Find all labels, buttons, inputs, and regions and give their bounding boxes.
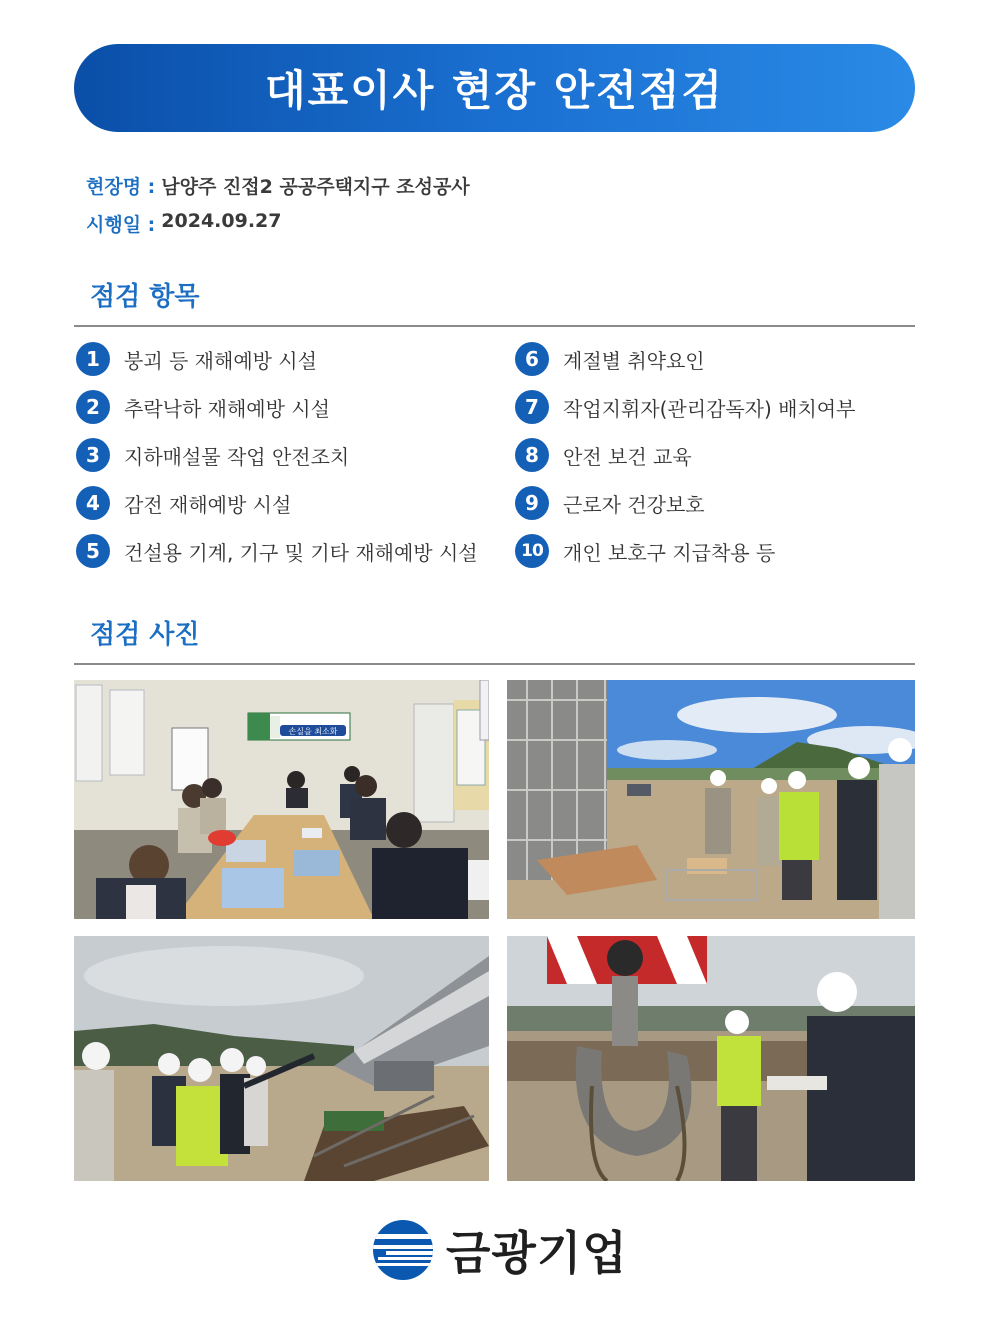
list-item bbox=[76, 343, 478, 375]
inspection-item-text: 개인 보호구 지급착용 등 bbox=[563, 540, 776, 565]
inspection-item-text: 추락낙하 재해예방 시설 bbox=[124, 396, 330, 421]
inspection-item-text: 지하매설물 작업 안전조치 bbox=[124, 444, 350, 469]
inspection-item-text: 건설용 기계, 기구 및 기타 재해예방 시설 bbox=[124, 540, 478, 565]
inspection-list-right bbox=[515, 343, 855, 567]
list-item bbox=[515, 343, 855, 375]
list-item bbox=[76, 391, 478, 423]
company-emblem-icon bbox=[372, 1219, 434, 1281]
list-item bbox=[515, 391, 855, 423]
photo-crane-hook bbox=[507, 936, 915, 1181]
number-badge: 8 bbox=[515, 438, 549, 472]
inspection-item-text: 감전 재해예방 시설 bbox=[124, 492, 292, 517]
photo-site-scaffolding bbox=[507, 680, 915, 919]
photo-meeting-room bbox=[74, 680, 489, 919]
divider bbox=[74, 325, 915, 327]
banner-sign-text: 손실을 최소화 bbox=[288, 727, 338, 736]
number-badge: 10 bbox=[515, 534, 549, 568]
photo-bridge-area bbox=[74, 936, 489, 1181]
list-item bbox=[76, 487, 478, 519]
number-badge: 3 bbox=[76, 438, 110, 472]
list-item bbox=[76, 535, 478, 567]
company-name: 금광기업 bbox=[446, 1226, 628, 1280]
inspection-list-left bbox=[76, 343, 478, 567]
number-badge: 4 bbox=[76, 486, 110, 520]
list-item bbox=[76, 439, 478, 471]
inspection-item-text: 작업지휘자(관리감독자) 배치여부 bbox=[563, 396, 856, 421]
inspection-item-text: 안전 보건 교육 bbox=[563, 444, 692, 469]
number-badge: 7 bbox=[515, 390, 549, 424]
divider bbox=[74, 663, 915, 665]
title-banner bbox=[74, 44, 915, 132]
inspection-items-heading: 점검 항목 bbox=[90, 282, 200, 312]
inspection-item-text: 붕괴 등 재해예방 시설 bbox=[124, 348, 317, 373]
number-badge: 2 bbox=[76, 390, 110, 424]
list-item bbox=[515, 439, 855, 471]
company-logo bbox=[372, 1218, 628, 1282]
number-badge: 1 bbox=[76, 342, 110, 376]
inspection-photos-heading: 점검 사진 bbox=[90, 620, 200, 650]
date-value: 2024.09.27 bbox=[161, 210, 282, 232]
inspection-item-text: 계절별 취약요인 bbox=[563, 348, 705, 373]
page-title: 대표이사 현장 안전점검 bbox=[265, 66, 724, 115]
number-badge: 6 bbox=[515, 342, 549, 376]
site-name-row bbox=[86, 172, 470, 199]
site-name-label: 현장명 : bbox=[86, 176, 156, 198]
date-row bbox=[86, 210, 281, 237]
date-label: 시행일 : bbox=[86, 214, 156, 236]
inspection-item-text: 근로자 건강보호 bbox=[563, 492, 705, 517]
number-badge: 5 bbox=[76, 534, 110, 568]
site-name-value: 남양주 진접2 공공주택지구 조성공사 bbox=[161, 176, 470, 198]
number-badge: 9 bbox=[515, 486, 549, 520]
list-item bbox=[515, 535, 855, 567]
list-item bbox=[515, 487, 855, 519]
